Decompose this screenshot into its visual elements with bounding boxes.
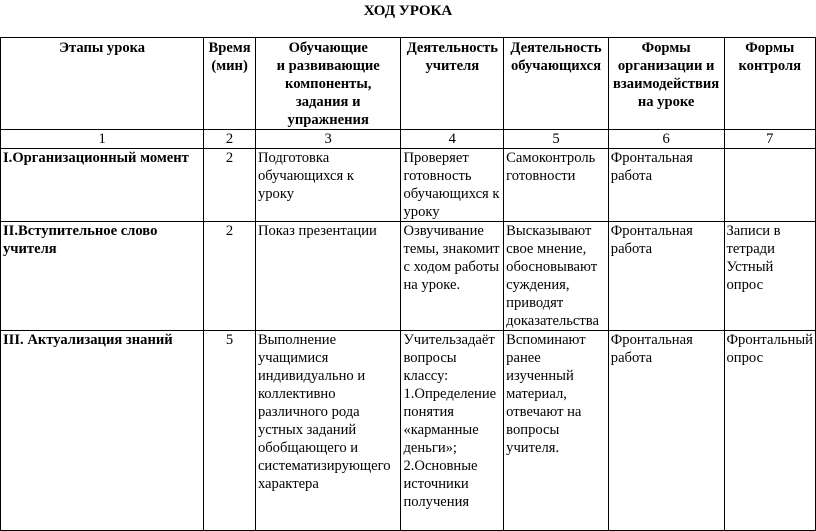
page-title: ХОД УРОКА — [363, 3, 453, 19]
control-forms-cell: Фронтальный опрос — [724, 331, 816, 531]
header-stages: Этапы урока — [1, 38, 204, 130]
table-row — [1, 222, 816, 331]
column-number: 2 — [204, 130, 256, 149]
components-cell: Показ презентации — [255, 222, 401, 331]
time-cell: 2 — [204, 222, 256, 331]
header-teacher-activity: Деятельность учителя — [401, 38, 504, 130]
table-row — [1, 149, 816, 222]
organization-forms-cell: Фронтальная работа — [608, 331, 724, 531]
column-number: 5 — [504, 130, 609, 149]
components-cell: Подготовка обучающихся к уроку — [255, 149, 401, 222]
header-organization-forms: Формы организации и взаимодействия на уроке — [608, 38, 724, 130]
column-number: 4 — [401, 130, 504, 149]
table-row — [1, 331, 816, 531]
student-activity-cell: Высказывают свое мнение, обосновывают суждения, приводят доказательства — [504, 222, 609, 331]
control-forms-cell — [724, 149, 816, 222]
header-control-forms: Формы контроля — [724, 38, 816, 130]
column-number: 6 — [608, 130, 724, 149]
lesson-plan-table — [0, 37, 816, 531]
header-row — [1, 38, 816, 130]
time-cell: 5 — [204, 331, 256, 531]
stage-cell: II.Вступительное слово учителя — [1, 222, 204, 331]
header-components: Обучающие и развивающие компоненты, задания и упражнения — [255, 38, 401, 130]
column-number: 1 — [1, 130, 204, 149]
column-number-row — [1, 130, 816, 149]
teacher-activity-cell: Проверяет готовность обучающихся к уроку — [401, 149, 504, 222]
column-number: 7 — [724, 130, 816, 149]
control-forms-cell: Записи в тетради Устный опрос — [724, 222, 816, 331]
student-activity-cell: Вспоминают ранее изученный материал, отвечают на вопросы учителя. — [504, 331, 609, 531]
components-cell: Выполнение учащимися индивидуально и коллективно различного рода устных заданий обобщающего и систематизирующего характера — [255, 331, 401, 531]
header-time: Время (мин) — [204, 38, 256, 130]
column-number: 3 — [255, 130, 401, 149]
organization-forms-cell: Фронтальная работа — [608, 222, 724, 331]
student-activity-cell: Самоконтроль готовности — [504, 149, 609, 222]
time-cell: 2 — [204, 149, 256, 222]
header-student-activity: Деятельность обучающихся — [504, 38, 609, 130]
organization-forms-cell: Фронтальная работа — [608, 149, 724, 222]
stage-cell: I.Организационный момент — [1, 149, 204, 222]
teacher-activity-cell: Озвучивание темы, знакомит с ходом работы на уроке. — [401, 222, 504, 331]
teacher-activity-cell: Учительзадаёт вопросы классу: 1.Определение понятия «карманные деньги»; 2.Основные источники получения — [401, 331, 504, 531]
stage-cell: III. Актуализация знаний — [1, 331, 204, 531]
